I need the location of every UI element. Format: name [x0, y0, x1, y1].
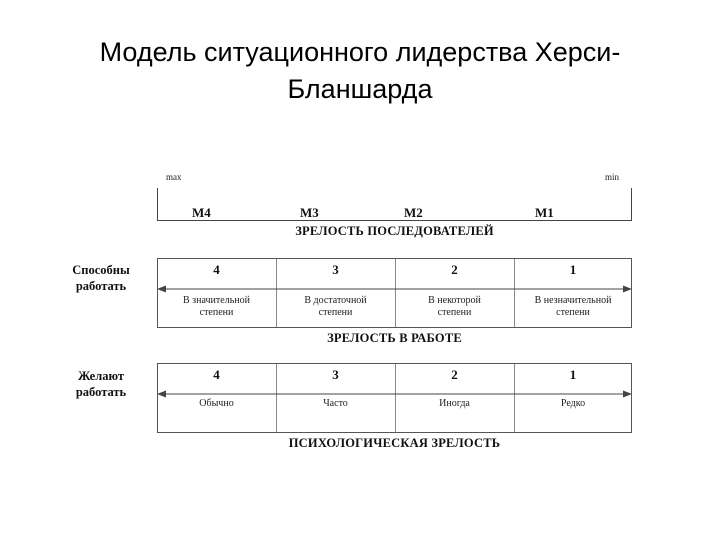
willingness-cell-2: Часто: [323, 398, 348, 409]
ability-cell-1-line2: степени: [199, 307, 234, 318]
ability-cell-2-line1: В достаточной: [304, 295, 367, 306]
ability-row-label-line2: работать: [75, 279, 127, 293]
ability-double-arrow: [157, 284, 632, 294]
ability-row-label: [55, 262, 147, 294]
willingness-row-label-line2: работать: [75, 385, 127, 399]
willingness-number-2: 2: [451, 367, 458, 382]
ability-number-2: 2: [451, 262, 458, 277]
slide-title: Модель ситуационного лидерства Херси-Бланшарда: [99, 37, 621, 104]
scale-min-label: min: [605, 172, 620, 182]
maturity-level-m4: M4: [192, 205, 211, 220]
ability-cell-3-line2: степени: [437, 307, 472, 318]
ability-number-4: 4: [213, 262, 220, 277]
willingness-number-3: 3: [332, 367, 339, 382]
ability-number-3: 3: [332, 262, 339, 277]
scale-right-tick: [631, 188, 632, 220]
ability-cell-1-line1: В значительной: [183, 295, 250, 306]
willingness-cell-4: Редко: [560, 398, 586, 409]
work-maturity-caption: ЗРЕЛОСТЬ В РАБОТЕ: [327, 331, 462, 345]
psychological-maturity-caption: ПСИХОЛОГИЧЕСКАЯ ЗРЕЛОСТЬ: [288, 436, 501, 450]
ability-cell-1: [157, 295, 276, 319]
ability-cell-2-line2: степени: [318, 307, 353, 318]
ability-cell-4: [514, 295, 632, 319]
maturity-level-m3: M3: [300, 205, 319, 220]
follower-maturity-caption: ЗРЕЛОСТЬ ПОСЛЕДОВАТЕЛЕЙ: [295, 224, 494, 238]
maturity-level-m2: M2: [404, 205, 423, 220]
willingness-cell-3: Иногда: [439, 398, 470, 409]
willingness-row-label: [55, 368, 147, 400]
willingness-number-4: 4: [213, 367, 220, 382]
ability-cell-4-line2: степени: [556, 307, 590, 318]
ability-cell-3-line1: В некоторой: [428, 295, 481, 306]
scale-baseline: [157, 220, 632, 221]
ability-cell-3: [395, 295, 514, 319]
scale-left-tick: [157, 188, 158, 220]
ability-cell-4-line1: В незначительной: [534, 295, 612, 306]
scale-max-label: max: [166, 172, 182, 182]
willingness-row-label-line1: Желают: [77, 369, 125, 383]
ability-row-label-line1: Способны: [72, 263, 130, 277]
maturity-level-m1: M1: [535, 205, 554, 220]
ability-cell-2: [276, 295, 395, 319]
willingness-number-1: 1: [569, 367, 577, 382]
ability-number-1: 1: [569, 262, 577, 277]
willingness-cell-1: Обычно: [199, 398, 234, 409]
